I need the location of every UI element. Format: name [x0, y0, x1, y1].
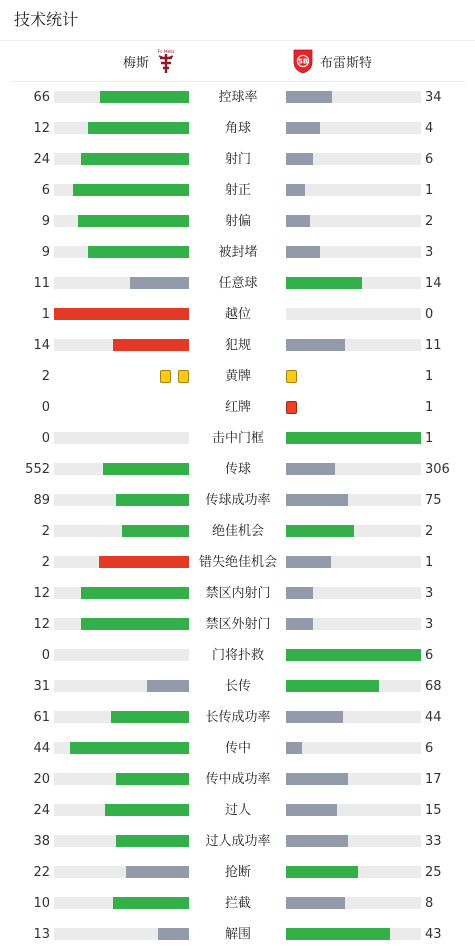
away-value: 34 — [425, 90, 442, 105]
home-value: 0 — [41, 400, 50, 415]
home-bar-fill — [73, 184, 189, 196]
home-value: 552 — [25, 462, 50, 477]
away-bar-fill — [286, 773, 348, 785]
away-value: 3 — [425, 586, 434, 601]
home-bar-fill — [105, 804, 189, 816]
away-bar-fill — [286, 556, 331, 568]
away-value: 11 — [425, 338, 442, 353]
away-bar-fill — [286, 432, 421, 444]
home-bar-track — [54, 308, 189, 320]
away-bar-track — [286, 184, 421, 196]
away-bar-track — [286, 556, 421, 568]
home-bar-track — [54, 866, 189, 878]
stat-label: 抢断 — [224, 865, 251, 880]
away-value: 306 — [425, 462, 450, 477]
away-bar-fill — [286, 525, 354, 537]
home-bar-track — [54, 897, 189, 909]
away-bar-fill — [286, 184, 305, 196]
away-bar-fill — [286, 680, 379, 692]
home-bar-track — [54, 153, 189, 165]
away-value: 43 — [425, 927, 442, 942]
stat-row-long-ball-accuracy — [0, 702, 475, 733]
home-value: 11 — [33, 276, 50, 291]
away-value: 17 — [425, 772, 442, 787]
stat-row-cross-accuracy — [0, 764, 475, 795]
teams-header — [10, 41, 465, 82]
stat-label: 射正 — [224, 183, 251, 198]
stat-row-yellow-cards — [0, 361, 475, 392]
home-team-name: 梅斯 — [122, 55, 149, 71]
away-bar-track — [286, 153, 421, 165]
away-bar-fill — [286, 866, 358, 878]
home-bar-track — [54, 339, 189, 351]
stat-label: 红牌 — [224, 400, 251, 415]
stat-label: 犯规 — [224, 338, 251, 353]
stat-label: 长传 — [224, 679, 251, 694]
home-bar-track — [54, 184, 189, 196]
home-value: 61 — [33, 710, 50, 725]
home-bar-track — [54, 835, 189, 847]
away-cards — [286, 401, 297, 414]
away-bar-track — [286, 122, 421, 134]
stat-row-shots-outside-box — [0, 609, 475, 640]
home-bar-fill — [130, 277, 189, 289]
home-bar-track — [54, 928, 189, 940]
home-value: 20 — [33, 772, 50, 787]
stat-label: 解围 — [224, 927, 251, 942]
home-bar-fill — [88, 246, 189, 258]
away-value: 3 — [425, 617, 434, 632]
away-bar-fill — [286, 339, 345, 351]
away-bar-fill — [286, 928, 390, 940]
away-value: 1 — [425, 183, 434, 198]
away-bar-fill — [286, 587, 313, 599]
away-bar-track — [286, 866, 421, 878]
away-value: 2 — [425, 524, 434, 539]
away-bar-track — [286, 215, 421, 227]
away-bar-fill — [286, 246, 320, 258]
home-bar-fill — [116, 773, 189, 785]
away-value: 8 — [425, 896, 434, 911]
home-bar-fill — [81, 587, 189, 599]
stat-label: 错失绝佳机会 — [198, 555, 277, 570]
away-bar-track — [286, 711, 421, 723]
home-value: 2 — [41, 524, 50, 539]
home-bar-track — [54, 215, 189, 227]
away-bar-fill — [286, 494, 348, 506]
stat-label: 传球 — [224, 462, 251, 477]
stat-label: 传球成功率 — [205, 493, 271, 508]
stat-row-shots — [0, 144, 475, 175]
stat-row-crosses — [0, 733, 475, 764]
away-bar-fill — [286, 91, 332, 103]
away-value: 68 — [425, 679, 442, 694]
home-bar-fill — [158, 928, 189, 940]
home-bar-track — [54, 711, 189, 723]
stat-row-big-chances-missed — [0, 547, 475, 578]
away-bar-track — [286, 525, 421, 537]
away-value: 0 — [425, 307, 434, 322]
home-bar-track — [54, 463, 189, 475]
away-bar-track — [286, 680, 421, 692]
home-bar-fill — [70, 742, 189, 754]
stat-label: 控球率 — [218, 90, 258, 105]
stat-label: 门将扑救 — [211, 648, 264, 663]
stat-row-corners — [0, 113, 475, 144]
home-bar-track — [54, 494, 189, 506]
away-value: 44 — [425, 710, 442, 725]
stat-label: 传中 — [224, 741, 251, 756]
stade-brestois-logo-icon — [292, 48, 314, 74]
home-value: 12 — [33, 617, 50, 632]
away-value: 1 — [425, 431, 434, 446]
away-value: 4 — [425, 121, 434, 136]
home-bar-fill — [147, 680, 189, 692]
away-bar-fill — [286, 835, 348, 847]
away-bar-track — [286, 339, 421, 351]
home-bar-fill — [103, 463, 189, 475]
away-bar-fill — [286, 649, 421, 661]
stat-row-dribbles — [0, 795, 475, 826]
home-bar-track — [54, 122, 189, 134]
away-value: 6 — [425, 152, 434, 167]
home-bar-track — [54, 680, 189, 692]
home-bar-track — [54, 587, 189, 599]
home-value: 2 — [41, 369, 50, 384]
away-team[interactable] — [292, 41, 372, 81]
home-bar-fill — [78, 215, 189, 227]
home-bar-track — [54, 525, 189, 537]
stat-label: 绝佳机会 — [211, 524, 264, 539]
home-bar-track — [54, 432, 189, 444]
home-bar-track — [54, 91, 189, 103]
fc-metz-logo-icon — [155, 48, 177, 74]
home-bar-fill — [126, 866, 189, 878]
away-bar-track — [286, 463, 421, 475]
away-bar-track — [286, 804, 421, 816]
stat-row-red-cards — [0, 392, 475, 423]
section-title — [0, 0, 475, 41]
home-value: 66 — [33, 90, 50, 105]
away-bar-track — [286, 494, 421, 506]
yellow-card-icon — [286, 370, 297, 383]
stat-label: 被封堵 — [218, 245, 258, 260]
away-value: 3 — [425, 245, 434, 260]
stat-row-blocked — [0, 237, 475, 268]
away-bar-track — [286, 742, 421, 754]
away-value: 6 — [425, 741, 434, 756]
stat-row-passes — [0, 454, 475, 485]
home-bar-fill — [81, 153, 189, 165]
stat-label: 禁区内射门 — [205, 586, 271, 601]
home-value: 2 — [41, 555, 50, 570]
home-bar-fill — [100, 91, 189, 103]
stat-row-off-target — [0, 206, 475, 237]
stat-row-interceptions — [0, 888, 475, 919]
home-bar-track — [54, 556, 189, 568]
stat-row-shots-inside-box — [0, 578, 475, 609]
stat-row-clearances — [0, 919, 475, 950]
stat-label: 射门 — [224, 152, 251, 167]
away-cards — [286, 370, 297, 383]
home-bar-track — [54, 277, 189, 289]
away-bar-track — [286, 277, 421, 289]
stat-row-dribble-success — [0, 826, 475, 857]
home-team[interactable] — [123, 41, 177, 81]
home-bar-fill — [54, 308, 189, 320]
away-bar-track — [286, 308, 421, 320]
home-value: 12 — [33, 586, 50, 601]
stat-row-woodwork — [0, 423, 475, 454]
away-bar-fill — [286, 215, 310, 227]
away-value: 1 — [425, 369, 434, 384]
home-bar-track — [54, 742, 189, 754]
stat-label: 禁区外射门 — [205, 617, 271, 632]
home-value: 0 — [41, 648, 50, 663]
away-bar-fill — [286, 618, 313, 630]
away-value: 6 — [425, 648, 434, 663]
away-value: 33 — [425, 834, 442, 849]
away-bar-fill — [286, 463, 335, 475]
away-bar-track — [286, 587, 421, 599]
stat-row-possession — [0, 82, 475, 113]
away-value: 1 — [425, 555, 434, 570]
home-value: 0 — [41, 431, 50, 446]
stat-label: 黄牌 — [224, 369, 251, 384]
stat-row-big-chances — [0, 516, 475, 547]
away-value: 25 — [425, 865, 442, 880]
stat-row-pass-accuracy — [0, 485, 475, 516]
away-bar-track — [286, 928, 421, 940]
home-bar-fill — [88, 122, 189, 134]
away-bar-fill — [286, 153, 313, 165]
home-value: 9 — [41, 214, 50, 229]
home-value: 24 — [33, 803, 50, 818]
away-value: 2 — [425, 214, 434, 229]
away-bar-track — [286, 649, 421, 661]
home-value: 13 — [33, 927, 50, 942]
away-bar-fill — [286, 711, 343, 723]
home-value: 31 — [33, 679, 50, 694]
stat-label: 过人成功率 — [205, 834, 271, 849]
home-cards — [160, 370, 189, 383]
home-bar-track — [54, 773, 189, 785]
away-value: 75 — [425, 493, 442, 508]
yellow-card-icon — [178, 370, 189, 383]
stat-row-saves — [0, 640, 475, 671]
home-bar-fill — [116, 494, 189, 506]
home-value: 12 — [33, 121, 50, 136]
home-bar-fill — [111, 711, 189, 723]
away-value: 14 — [425, 276, 442, 291]
yellow-card-icon — [160, 370, 171, 383]
home-bar-fill — [113, 897, 189, 909]
away-bar-track — [286, 835, 421, 847]
stat-label: 传中成功率 — [205, 772, 271, 787]
home-value: 89 — [33, 493, 50, 508]
home-bar-track — [54, 618, 189, 630]
stat-row-offsides — [0, 299, 475, 330]
away-bar-track — [286, 618, 421, 630]
home-value: 9 — [41, 245, 50, 260]
home-value: 22 — [33, 865, 50, 880]
home-bar-fill — [99, 556, 189, 568]
home-value: 24 — [33, 152, 50, 167]
home-bar-fill — [81, 618, 189, 630]
section-title-text: 技术统计 — [14, 10, 79, 29]
stat-row-on-target — [0, 175, 475, 206]
away-bar-fill — [286, 742, 302, 754]
stat-row-long-balls — [0, 671, 475, 702]
away-bar-track — [286, 246, 421, 258]
home-value: 1 — [41, 307, 50, 322]
stat-row-fouls — [0, 330, 475, 361]
home-bar-track — [54, 804, 189, 816]
away-bar-fill — [286, 804, 337, 816]
home-value: 44 — [33, 741, 50, 756]
red-card-icon — [286, 401, 297, 414]
stat-label: 长传成功率 — [205, 710, 271, 725]
away-bar-track — [286, 773, 421, 785]
home-bar-fill — [113, 339, 189, 351]
away-bar-track — [286, 91, 421, 103]
stats-list — [0, 82, 475, 950]
home-bar-track — [54, 649, 189, 661]
stat-label: 拦截 — [224, 896, 251, 911]
stat-row-free-kicks — [0, 268, 475, 299]
stat-label: 越位 — [224, 307, 251, 322]
stat-label: 过人 — [224, 803, 251, 818]
home-bar-fill — [116, 835, 189, 847]
away-bar-fill — [286, 897, 345, 909]
away-value: 1 — [425, 400, 434, 415]
away-value: 15 — [425, 803, 442, 818]
home-value: 38 — [33, 834, 50, 849]
home-value: 10 — [33, 896, 50, 911]
away-team-name: 布雷斯特 — [320, 55, 373, 71]
away-logo-text: SB — [297, 57, 309, 66]
home-bar-track — [54, 246, 189, 258]
away-bar-track — [286, 432, 421, 444]
home-logo-text: Fc Metz — [157, 50, 175, 55]
home-bar-fill — [122, 525, 190, 537]
away-bar-track — [286, 897, 421, 909]
stat-row-tackles — [0, 857, 475, 888]
stat-label: 任意球 — [218, 276, 258, 291]
away-bar-fill — [286, 122, 320, 134]
away-bar-fill — [286, 277, 362, 289]
stat-label: 射偏 — [224, 214, 251, 229]
stat-label: 击中门框 — [211, 431, 264, 446]
stat-label: 角球 — [224, 121, 251, 136]
home-value: 14 — [33, 338, 50, 353]
home-value: 6 — [41, 183, 50, 198]
